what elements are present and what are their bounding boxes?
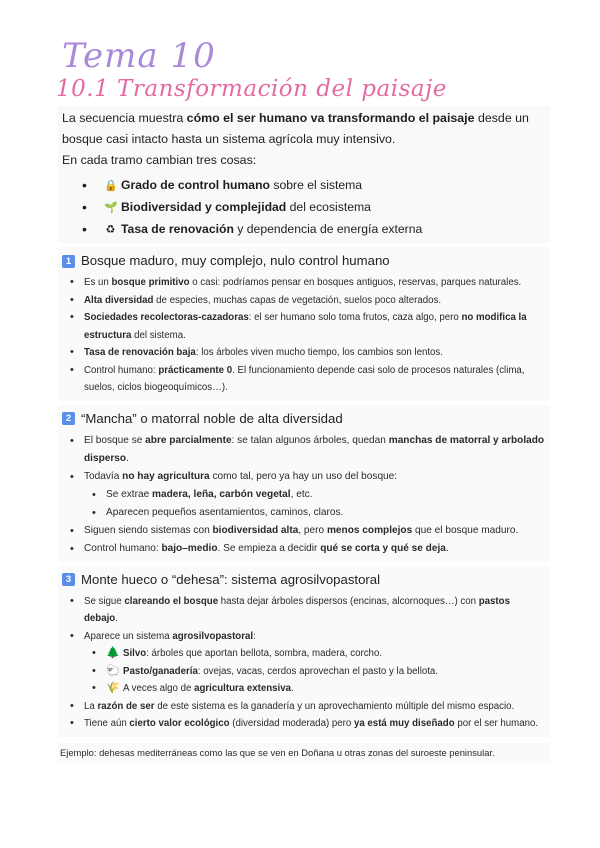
- item-bold: Tasa de renovación baja: [84, 347, 196, 358]
- item-bold: madera, leña, carbón vegetal: [152, 488, 291, 500]
- list-item: [84, 432, 546, 468]
- list-item: [84, 715, 546, 733]
- list-item: [84, 628, 546, 698]
- item-text: . El funcionamiento depende casi solo de procesos naturales (clima, suelos, ciclos biogeoquímicos…).: [84, 364, 525, 393]
- list-item: [84, 309, 546, 344]
- list-item: [84, 274, 546, 292]
- item-text: del ecosistema: [286, 200, 371, 214]
- item-bold: abre parcialmente: [145, 434, 232, 446]
- item-bold: clareando el bosque: [124, 595, 219, 607]
- item-text: :: [253, 630, 256, 642]
- item-bold: ya está muy diseñado: [353, 718, 455, 729]
- section-list: [62, 274, 546, 397]
- item-text: Se sigue: [84, 595, 125, 607]
- item-text: hasta dejar árboles dispersos (encinas, alcornoques…) con: [218, 595, 479, 607]
- item-bold: razón de ser: [97, 700, 155, 712]
- list-item: [84, 593, 546, 628]
- item-bold: Alta diversidad: [84, 294, 154, 306]
- item-text: Tiene aún: [84, 718, 130, 729]
- item-bold: Biodiversidad y complejidad: [121, 200, 287, 214]
- item-bold: cierto valor ecológico: [129, 718, 230, 729]
- intro-block: [58, 106, 550, 243]
- item-bold: Grado de control humano: [121, 178, 270, 192]
- item-text: sobre el sistema: [269, 178, 363, 192]
- section-3: [58, 566, 550, 737]
- item-text: : los árboles viven mucho tiempo, los cambios son lentos.: [195, 347, 443, 358]
- item-text: por el ser humano.: [454, 718, 539, 729]
- item-text: Control humano:: [84, 542, 162, 554]
- sub-list: [84, 486, 546, 522]
- list-item: [84, 344, 546, 362]
- number-badge: 1: [62, 255, 75, 268]
- tree-icon: 🌲: [106, 647, 120, 659]
- sub-list-item: [106, 680, 546, 698]
- item-bold: Sociedades recolectoras-cazadoras: [84, 312, 249, 323]
- item-text: .: [291, 683, 294, 694]
- list-item: [84, 522, 546, 540]
- item-text: Control humano:: [84, 364, 159, 376]
- item-text: La: [84, 700, 98, 712]
- sub-list-item: [106, 663, 546, 681]
- item-bold: biodiversidad alta: [212, 524, 299, 536]
- item-text: y dependencia de energía externa: [233, 222, 423, 236]
- list-item: [84, 292, 546, 310]
- item-text: : ovejas, vacas, cerdos aprovechan el pasto y la bellota.: [197, 665, 439, 677]
- item-bold: manchas de matorral y arbolado disperso: [84, 434, 545, 464]
- section-title: “Mancha” o matorral noble de alta diversidad: [81, 410, 343, 426]
- item-text: que el bosque maduro.: [412, 524, 519, 536]
- item-text: Es un: [84, 277, 112, 288]
- item-text: , etc.: [290, 488, 313, 500]
- item-bold: Pasto/ganadería: [123, 665, 198, 677]
- handwritten-title: Tema 10: [62, 36, 216, 76]
- item-text: : se talan algunos árboles, quedan: [231, 434, 389, 446]
- number-badge: 2: [62, 412, 75, 425]
- sheep-icon: 🐑: [106, 664, 120, 677]
- sub-list: [84, 645, 546, 698]
- handwritten-subtitle: 10.1 Transformación del paisaje: [56, 76, 447, 102]
- list-item: [104, 219, 546, 241]
- section-2: [58, 405, 550, 562]
- section-list: [62, 593, 546, 733]
- item-bold: qué se corta y qué se deja: [320, 542, 446, 554]
- section-1: [58, 247, 550, 401]
- example-note: Ejemplo: dehesas mediterráneas como las que se ven en Doñana u otras zonas del suroeste peninsular.: [58, 743, 550, 763]
- item-text: o casi: podríamos pensar en bosques antiguos, reservas, parques naturales.: [189, 277, 522, 288]
- item-bold: Silvo: [123, 648, 147, 659]
- item-text: del sistema.: [131, 329, 186, 341]
- item-bold: no modifica la estructura: [84, 312, 527, 341]
- recycle-icon: ♻: [105, 224, 116, 236]
- item-text: como tal, pero ya hay un uso del bosque:: [209, 470, 398, 482]
- section-heading: [62, 570, 546, 590]
- item-text: (diversidad moderada) pero: [229, 718, 354, 729]
- item-text: , pero: [298, 524, 327, 536]
- list-item: [84, 698, 546, 716]
- item-bold: Tasa de renovación: [121, 222, 234, 236]
- item-bold: agricultura extensiva: [194, 683, 292, 694]
- lock-icon: 🔒: [104, 180, 118, 192]
- number-badge: 3: [62, 573, 75, 586]
- list-item: [84, 362, 546, 397]
- item-text: de especies, muchas capas de vegetación, suelos poco alterados.: [153, 294, 442, 306]
- item-text: Todavía: [84, 470, 123, 482]
- sub-list-item: [106, 645, 546, 663]
- item-bold: agrosilvopastoral: [172, 630, 254, 642]
- intro-paragraph: [62, 108, 546, 150]
- intro-text: La secuencia muestra: [62, 111, 187, 125]
- section-title-text: Bosque maduro, muy complejo, nulo control humano: [81, 253, 390, 268]
- item-text: : árboles que aportan bellota, sombra, madera, corcho.: [146, 648, 383, 659]
- item-text: A veces algo de: [123, 683, 195, 694]
- seedling-icon: 🌱: [104, 202, 118, 214]
- item-text: .: [126, 452, 129, 464]
- item-text: de este sistema es la ganadería y un aprovechamiento múltiple del mismo espacio.: [154, 700, 515, 712]
- section-title: Monte hueco o “dehesa”: sistema agrosilvopastoral: [81, 571, 381, 587]
- intro-lead: En cada tramo cambian tres cosas:: [62, 153, 257, 167]
- item-text: . Se empieza a decidir: [217, 542, 321, 554]
- item-text: Se extrae: [106, 488, 153, 500]
- item-bold: bajo–medio: [161, 542, 218, 554]
- list-item: [104, 175, 546, 197]
- list-item: [84, 468, 546, 522]
- wheat-icon: 🌾: [106, 682, 120, 694]
- item-text: : el ser humano solo toma frutos, caza algo, pero: [248, 312, 462, 323]
- section-list: [62, 432, 546, 558]
- intro-list: [62, 175, 546, 241]
- item-bold: no hay agricultura: [122, 470, 210, 482]
- item-bold: bosque primitivo: [111, 277, 190, 288]
- list-item: [84, 540, 546, 558]
- item-bold: menos complejos: [326, 524, 413, 536]
- sub-list-item: • Aparecen pequeños asentamientos, caminos, claros.: [106, 504, 546, 522]
- item-text: El bosque se: [84, 434, 146, 446]
- sub-list-item: [106, 486, 546, 504]
- section-heading: [62, 251, 546, 271]
- intro-text: desde un bosque casi intacto hasta un sistema agrícola muy intensivo.: [62, 111, 529, 146]
- section-title: [81, 251, 390, 271]
- item-text: Siguen siendo sistemas con: [84, 524, 213, 536]
- item-text: Aparece un sistema: [84, 630, 173, 642]
- item-bold: prácticamente 0: [158, 364, 233, 376]
- item-text: .: [115, 613, 118, 624]
- section-heading: [62, 409, 546, 429]
- item-bold: pastos debajo: [84, 595, 510, 624]
- list-item: [104, 197, 546, 219]
- note-content: [58, 106, 550, 763]
- intro-bold: cómo el ser humano va transformando el paisaje: [186, 111, 475, 125]
- item-text: .: [445, 542, 449, 554]
